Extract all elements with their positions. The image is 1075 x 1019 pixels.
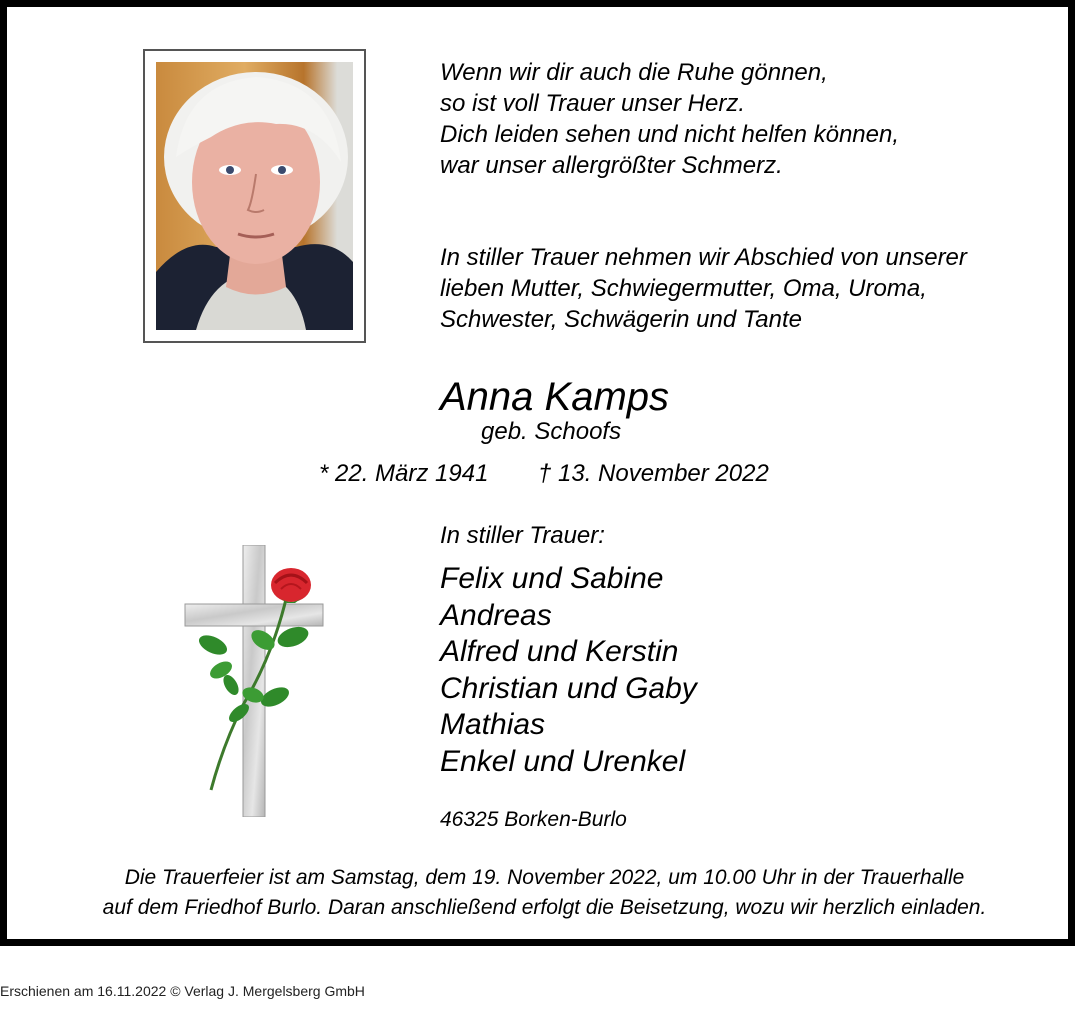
birth-date: * 22. März 1941	[319, 460, 489, 487]
death-date: † 13. November 2022	[538, 460, 769, 487]
publication-footer: Erschienen am 16.11.2022 © Verlag J. Mergelsberg GmbH	[0, 983, 365, 999]
mourner-name: Felix und Sabine	[440, 562, 664, 595]
intro-line: In stiller Trauer nehmen wir Abschied von unserer	[440, 244, 967, 271]
mourner-name: Enkel und Urenkel	[440, 744, 686, 778]
cross-with-rose-icon	[183, 545, 328, 817]
verse-line: Dich leiden sehen und nicht helfen können,	[440, 121, 899, 148]
funeral-notice-line: auf dem Friedhof Burlo. Daran anschließend erfolgt die Beisetzung, wozu wir herzlich einladen.	[102, 896, 987, 919]
mourner-name: Mathias	[440, 708, 546, 741]
funeral-notice-line: Die Trauerfeier ist am Samstag, dem 19. November 2022, um 10.00 Uhr in der Trauerhalle	[124, 866, 965, 889]
mourners-list	[440, 561, 697, 780]
verse-line: Wenn wir dir auch die Ruhe gönnen,	[440, 59, 828, 86]
funeral-notice	[47, 863, 1042, 923]
mourner-name: Alfred und Kerstin	[440, 635, 679, 668]
verse-line: war unser allergrößter Schmerz.	[440, 152, 783, 179]
intro-line: Schwester, Schwägerin und Tante	[440, 306, 803, 333]
family-location: 46325 Borken-Burlo	[440, 808, 627, 831]
mourners-label: In stiller Trauer:	[440, 522, 605, 549]
portrait-frame	[143, 49, 366, 343]
mourner-name: Christian und Gaby	[440, 671, 697, 705]
mourner-name: Andreas	[440, 598, 552, 632]
birth-name: geb. Schoofs	[481, 418, 622, 445]
verse-line: so ist voll Trauer unser Herz.	[440, 90, 745, 117]
intro-line: lieben Mutter, Schwiegermutter, Oma, Uroma,	[440, 275, 927, 302]
portrait-photo	[156, 62, 353, 330]
farewell-intro	[440, 242, 967, 335]
deceased-name: Anna Kamps	[440, 375, 670, 419]
memorial-verse	[440, 57, 899, 181]
